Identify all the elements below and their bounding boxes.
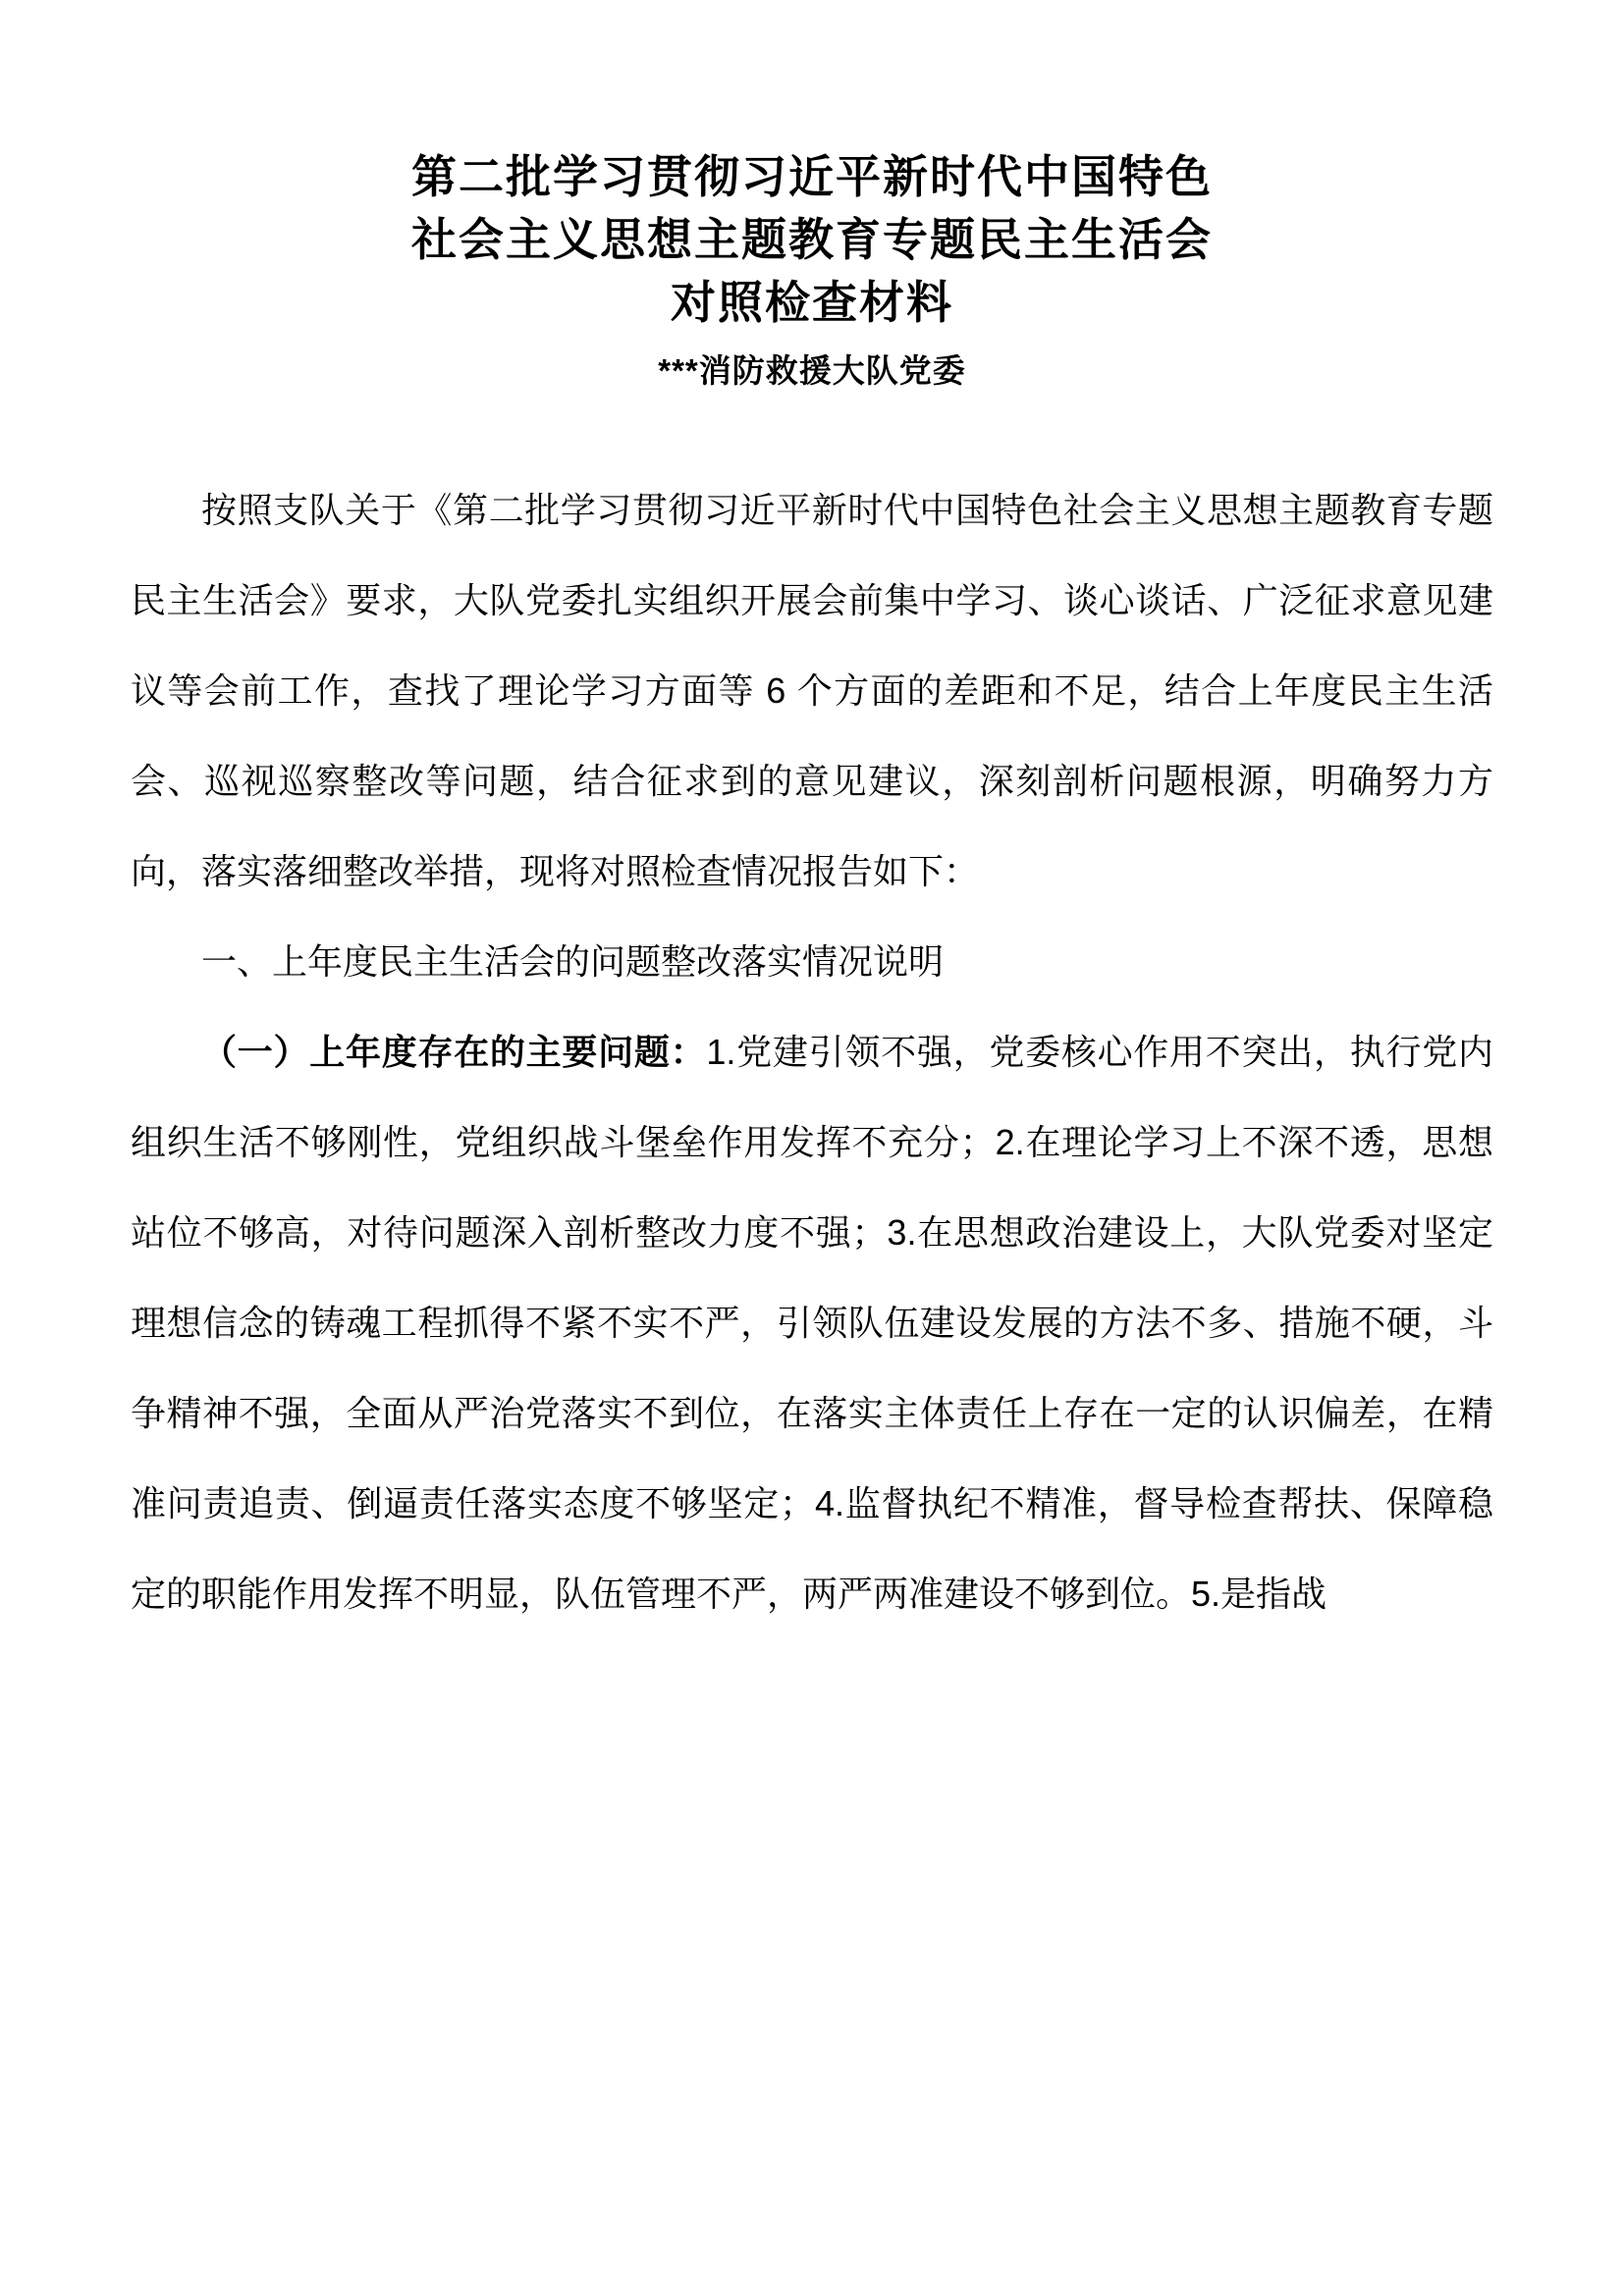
paragraph-intro: 按照支队关于《第二批学习贯彻习近平新时代中国特色社会主义思想主题教育专题民主生活会》要求，大队党委扎实组织开展会前集中学习、谈心谈话、广泛征求意见建议等会前工作，查找了理论学习方面等 6 个方面的差距和不足，结合上年度民主生活会、巡视巡察整改等问题，结合征求到的意见建议，深刻剖析问题根源，明确努力方向，落实落细整改举措，现将对照检查情况报告如下：: [131, 490, 1493, 891]
document-title: [131, 145, 1493, 334]
section-heading-1: 一、上年度民主生活会的问题整改落实情况说明: [201, 941, 945, 982]
paragraph-issues: [131, 1007, 1493, 1639]
paragraph-issues-body: 1.党建引领不强，党委核心作用不突出，执行党内组织生活不够刚性，党组织战斗堡垒作用发挥不充分；2.在理论学习上不深不透，思想站位不够高，对待问题深入剖析整改力度不强；3.在思想政治建设上，大队党委对坚定理想信念的铸魂工程抓得不紧不实不严，引领队伍建设发展的方法不多、措施不硬，斗争精神不强，全面从严治党落实不到位，在落实主体责任上存在一定的认识偏差，在精准问责追责、倒逼责任落实态度不够坚定；4.监督执纪不精准，督导检查帮扶、保障稳定的职能作用发挥不明显，队伍管理不严，两严两准建设不够到位。5.是指战: [131, 1032, 1493, 1614]
document-author: ***消防救援大队党委: [658, 352, 966, 389]
title-line-3: 对照检查材料: [671, 277, 953, 328]
title-line-1: 第二批学习贯彻习近平新时代中国特色: [411, 151, 1213, 202]
document-body: [131, 465, 1493, 1639]
title-line-2: 社会主义思想主题教育专题民主生活会: [411, 214, 1213, 265]
paragraph-issues-lead: （一）上年度存在的主要问题：: [201, 1032, 707, 1072]
